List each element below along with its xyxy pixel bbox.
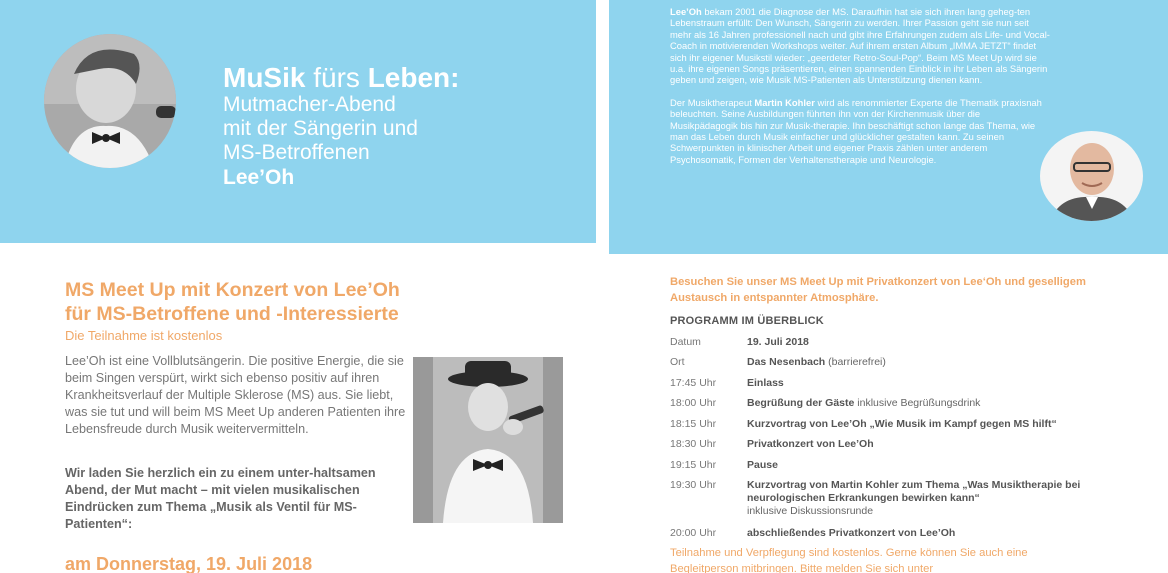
portrait-kohler bbox=[1040, 131, 1143, 221]
banner-artist: Lee’Oh bbox=[223, 166, 295, 189]
banner-subtitle-line-2: mit der Sängerin und bbox=[223, 117, 418, 140]
invite-right: Besuchen Sie unser MS Meet Up mit Privatkonzert von Lee‘Oh und geselligem Austausch in entspannter Atmosphäre. bbox=[670, 276, 1086, 304]
banner-title-main: MuSik fürs Leben: bbox=[223, 62, 460, 93]
photo-leeoh-singing bbox=[413, 357, 563, 523]
subhead: Die Teilnahme ist kostenlos bbox=[65, 328, 223, 343]
headline-line-1: MS Meet Up mit Konzert von Lee’Oh bbox=[65, 279, 400, 301]
intro-text: Lee’Oh ist eine Vollblutsängerin. Die positive Energie, die sie beim Singen verspürt, wirkt sich ebenso positiv auf ihren Krankheitsverlauf der Multiple Sklerose (MS) aus. Sie liebt, was sie tut und will beim MS Meet Up anderen Patienten ihre Lebensfreude durch Musik weitervermitteln. bbox=[65, 354, 406, 436]
banner-subtitle-line-3: MS-Betroffenen bbox=[223, 141, 370, 164]
bio-leeoh: Lee’Oh bekam 2001 die Diagnose der MS. Daraufhin hat sie sich ihren lang geheg-ten Lebenstraum erfüllt: Den Wunsch, Sängerin zu werden. Ihrer Passion geht sie nun seit mehr als 16 Jahren professionell nach und gibt ihre Erfahrungen zudem als Life- und Vocal-Coach in motivierenden Workshops weiter. Auf ihrem ersten Album „IMMA JETZT“ findet sich ihr eigener Musikstil wieder: „geerdeter Retro-Soul-Pop“. Beim MS Meet Up wird sie u.a. ihre eigenen Songs präsentieren, einen spannenden Einblick in ihr Leben als Sängerin geben und zeigen, wie Musik MS-Patienten als Unterstützung dienen kann. bbox=[670, 6, 1050, 86]
banner-title bbox=[223, 63, 459, 191]
portrait-leeoh bbox=[44, 34, 176, 168]
event-date: am Donnerstag, 19. Juli 2018 bbox=[65, 554, 313, 573]
programm-heading: PROGRAMM IM ÜBERBLICK bbox=[670, 315, 824, 327]
bio-kohler: Der Musiktherapeut Martin Kohler wird als renommierter Experte die Thematik praxisnah beleuchten. Seine Ausbildungen führten ihn von der Kirchenmusik über die Musikpädagogik bis hin zur Musik-therapie. Ihn beschäftigt schon lange das Thema, wie man das Leben durch Musik einfacher und glücklicher gestalten kann. Zu seinen Schwerpunkten in klinischer Arbeit und eigener Praxis zählen unter anderem Psychosomatik, Formen der Verhaltenstherapie und Neurologie. bbox=[670, 96, 1042, 165]
footer-note: Teilnahme und Verpflegung sind kostenlos. Gerne können Sie auch eine Begleitperson mitbringen. Bitte melden Sie sich unter bbox=[670, 547, 1028, 573]
invite-text: Wir laden Sie herzlich ein zu einem unter-haltsamen Abend, der Mut macht – mit vielen musikalischen Eindrücken zum Thema „Musik als Ventil für MS-Patienten“: bbox=[65, 466, 376, 531]
banner-subtitle-line-1: Mutmacher-Abend bbox=[223, 93, 396, 116]
headline-line-2: für MS-Betroffene und -Interessierte bbox=[65, 303, 399, 325]
bio-text bbox=[670, 6, 1050, 176]
headline bbox=[65, 278, 400, 326]
